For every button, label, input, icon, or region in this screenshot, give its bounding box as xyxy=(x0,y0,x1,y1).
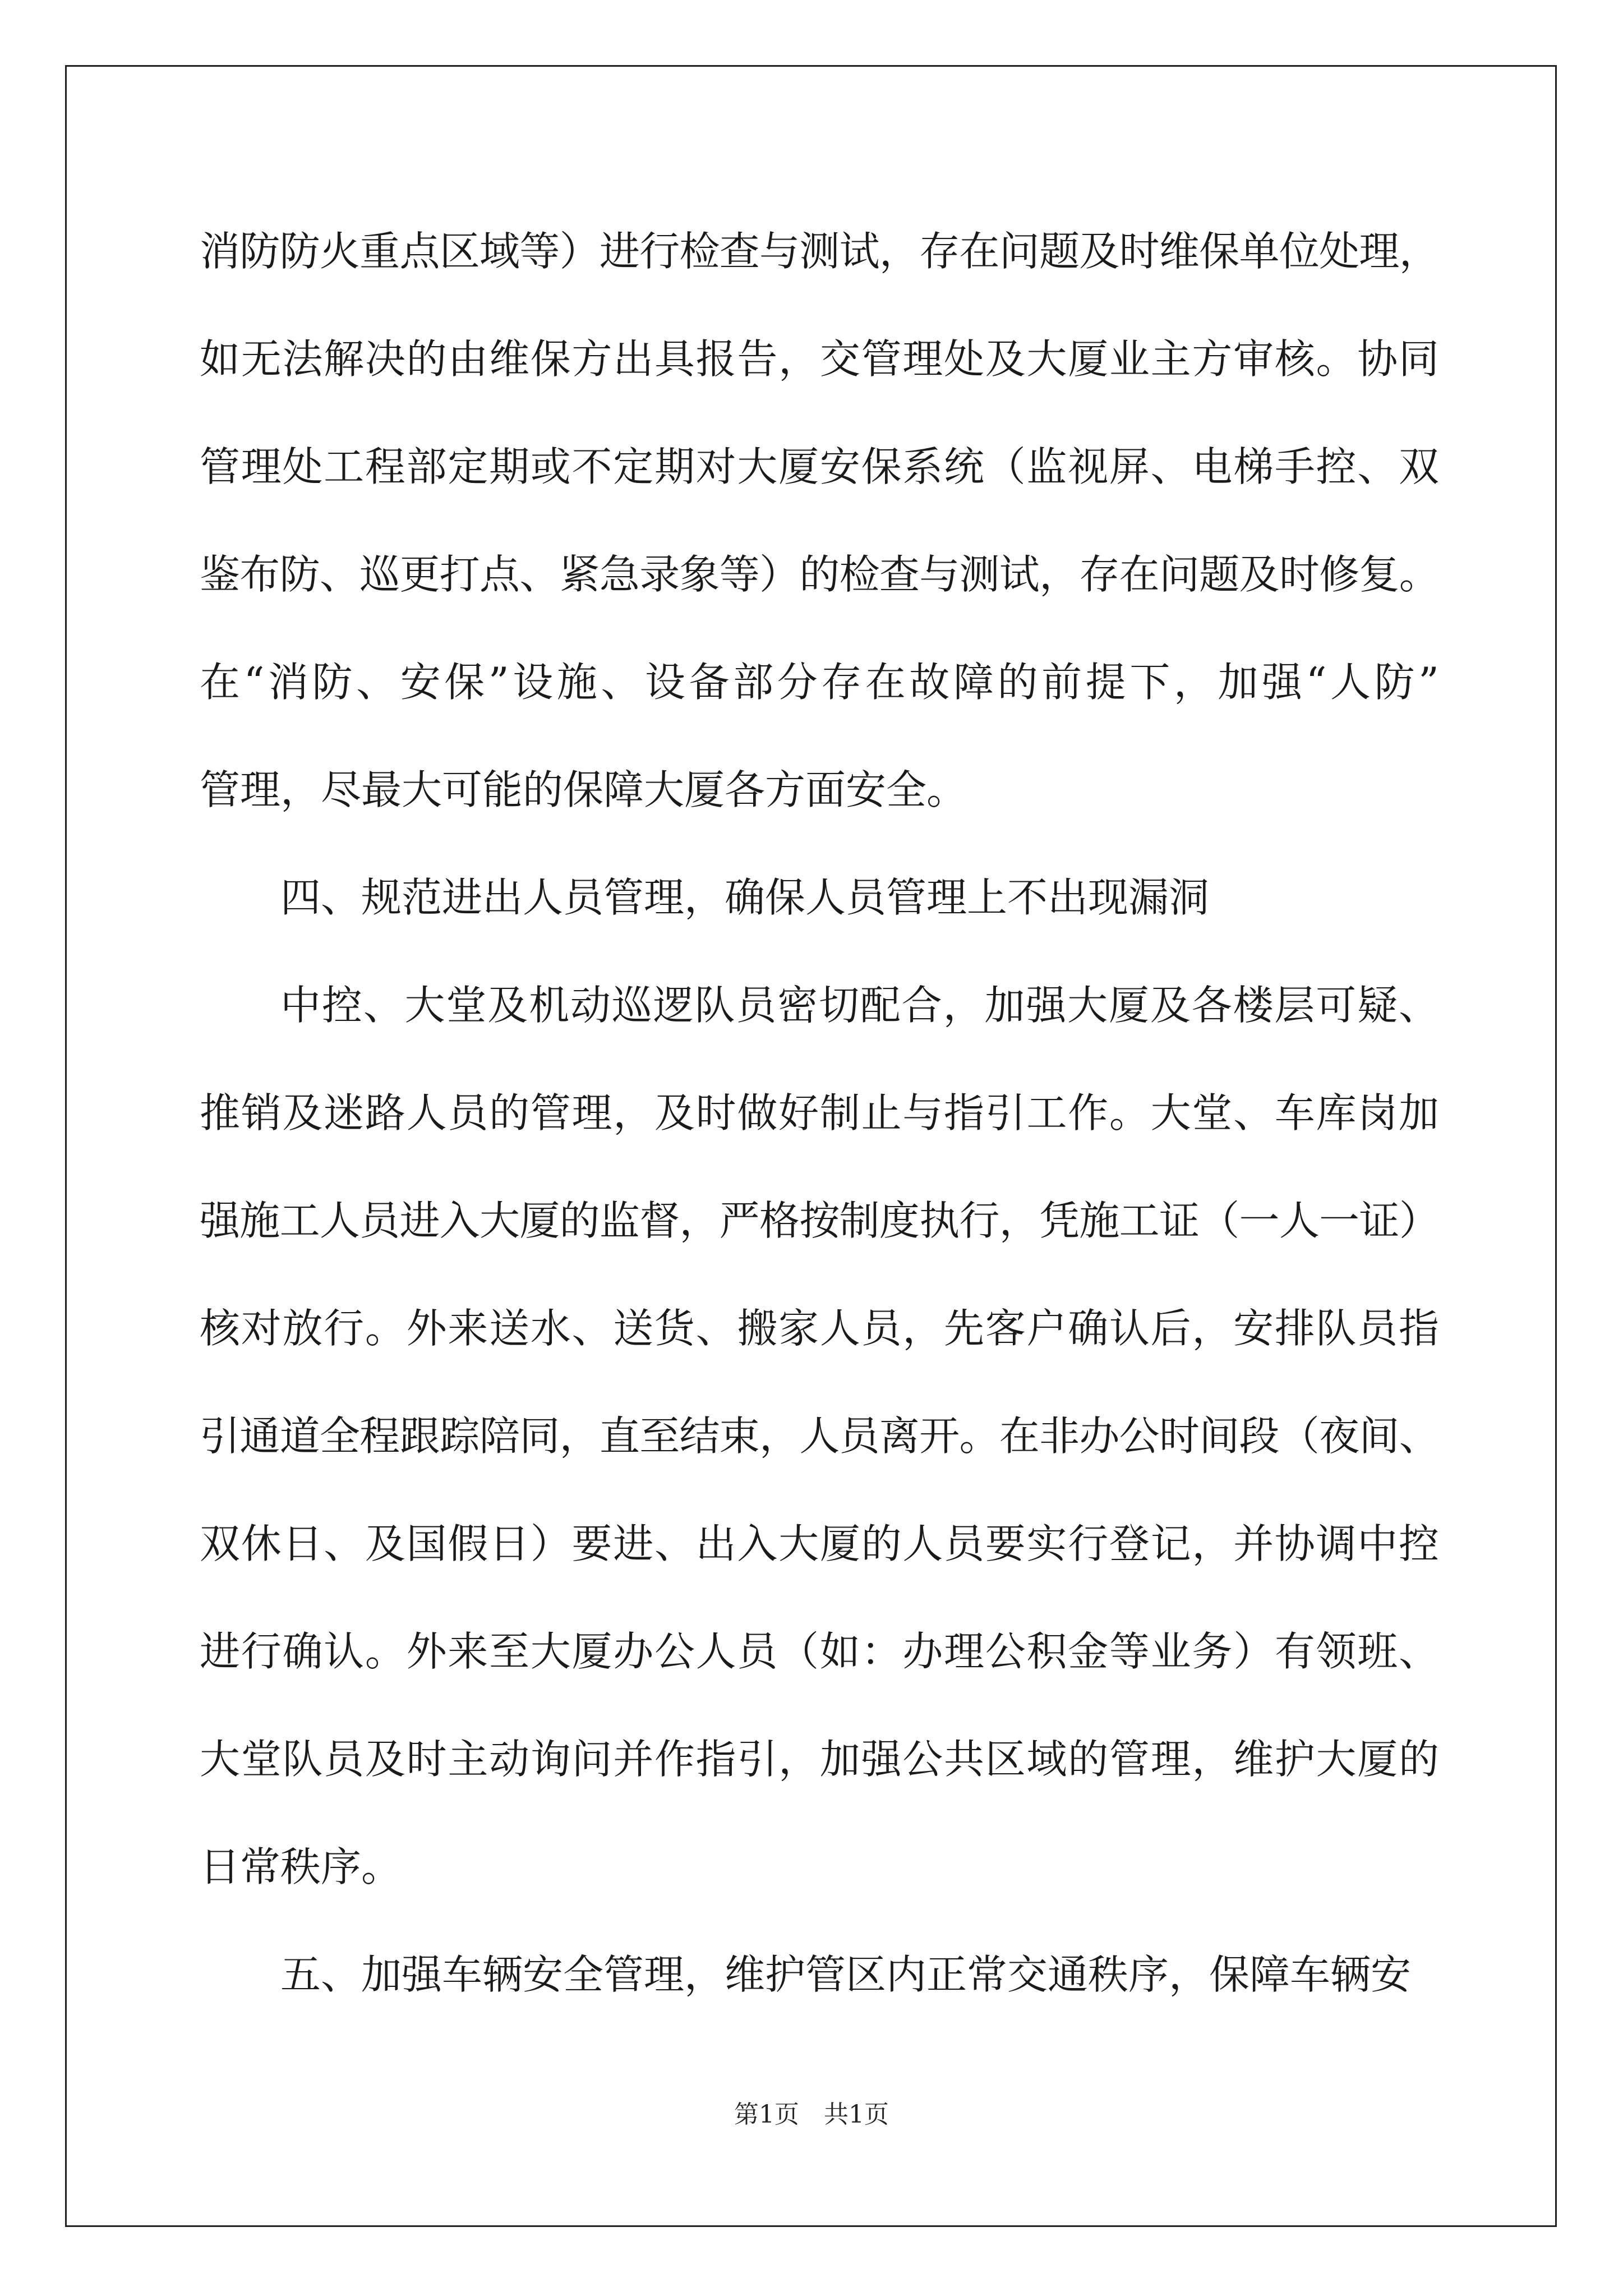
text-line: 推销及迷路人员的管理，及时做好制止与指引工作。大堂、车库岗加 xyxy=(200,1089,1440,1137)
text-line: 在“消防、安保”设施、设备部分存在故障的前提下，加强“人防” xyxy=(200,659,1443,706)
text-line: 进行确认。外来至大厦办公人员（如：办理公积金等业务）有领班、 xyxy=(200,1628,1440,1675)
page-number: 第1页 共1页 xyxy=(734,2100,889,2129)
text-line: 管理处工程部定期或不定期对大厦安保系统（监视屏、电梯手控、双 xyxy=(200,443,1440,490)
text-line: 大堂队员及时主动询问并作指引，加强公共区域的管理，维护大厦的 xyxy=(200,1736,1440,1783)
paragraph xyxy=(200,197,1443,844)
text-line: 引通道全程跟踪陪同，直至结束，人员离开。在非办公时间段（夜间、 xyxy=(200,1412,1439,1460)
text-line: 管理，尽最大可能的保障大厦各方面安全。 xyxy=(200,766,967,813)
text-line: 鉴布防、巡更打点、紧急录象等）的检查与测试，存在问题及时修复。 xyxy=(200,551,1439,598)
text-line: 四、规范进出人员管理，确保人员管理上不出现漏洞 xyxy=(280,874,1210,921)
text-line: 核对放行。外来送水、送货、搬家人员，先客户确认后，安排队员指 xyxy=(200,1305,1440,1352)
text-line: 双休日、及国假日）要进、出入大厦的人员要实行登记，并协调中控 xyxy=(200,1520,1440,1567)
document-body xyxy=(200,197,1443,2028)
text-line: 五、加强车辆安全管理，维护管区内正常交通秩序，保障车辆安 xyxy=(280,1951,1412,1998)
paragraph xyxy=(200,951,1439,1921)
text-line: 日常秩序。 xyxy=(200,1843,402,1890)
text-line: 强施工人员进入大厦的监督，严格按制度执行，凭施工证（一人一证） xyxy=(200,1197,1439,1244)
section-heading xyxy=(200,1921,1439,2028)
text-line: 如无法解决的由维保方出具报告，交管理处及大厦业主方审核。协同 xyxy=(200,335,1440,383)
page-footer xyxy=(0,2098,1623,2132)
text-line: 消防防火重点区域等）进行检查与测试，存在问题及时维保单位处理， xyxy=(200,228,1439,275)
section-heading xyxy=(200,844,1439,951)
text-line: 中控、大堂及机动巡逻队员密切配合，加强大厦及各楼层可疑、 xyxy=(280,982,1440,1029)
